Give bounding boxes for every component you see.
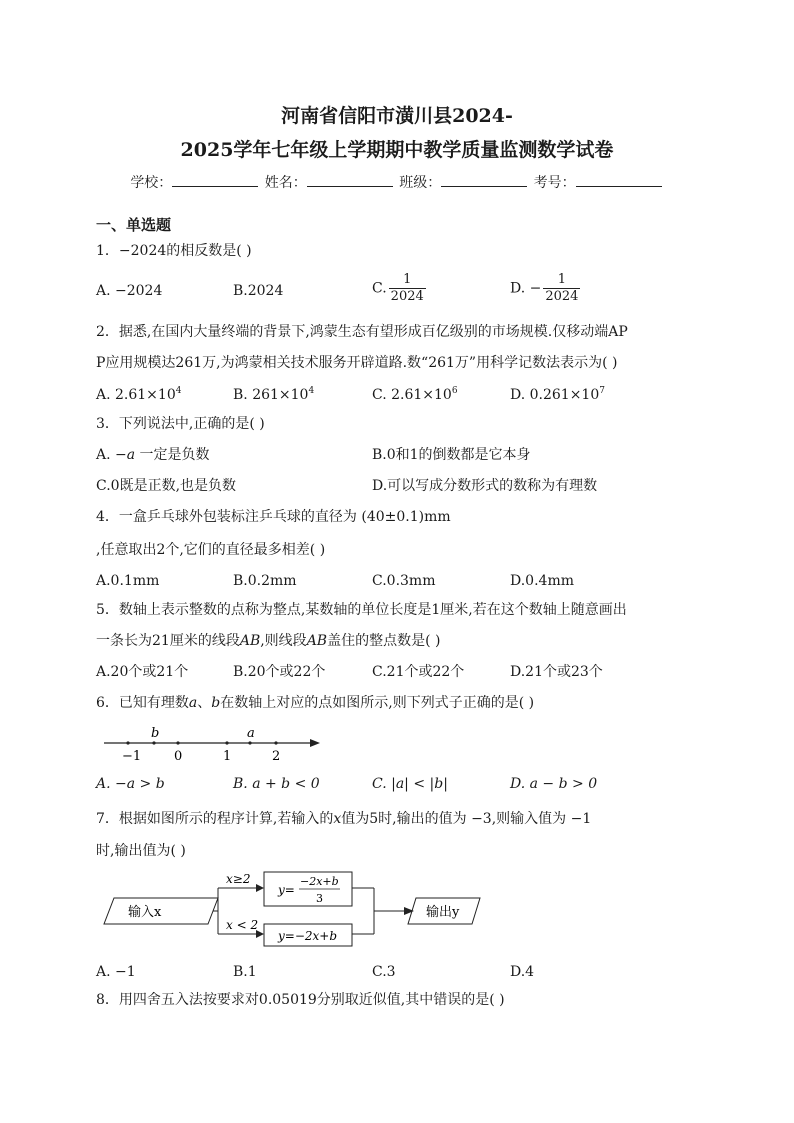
q3-option-c[interactable]: C.0既是正数,也是负数 (96, 478, 237, 494)
student-info-row (0, 172, 794, 192)
tick-0 (176, 741, 179, 744)
q7-option-b[interactable]: B.1 (233, 964, 257, 980)
q7-option-c[interactable]: C.3 (372, 964, 396, 980)
q7-flowchart (100, 868, 490, 958)
q5-option-a[interactable]: A.20个或21个 (96, 664, 189, 680)
class-field[interactable]: 班级： (399, 172, 529, 192)
formula-bottom: y=−2x+b (278, 929, 338, 943)
q6-number-line (98, 722, 328, 764)
q4-option-b[interactable]: B.0.2mm (233, 573, 297, 589)
arrow-top-icon (256, 884, 264, 892)
q6-option-a[interactable]: A. −a > b (96, 776, 165, 792)
point-b-dot (152, 741, 155, 744)
q3-option-b[interactable]: B.0和1的倒数都是它本身 (372, 447, 531, 463)
exam-title-line1: 河南省信阳市潢川县2024- (281, 105, 513, 127)
name-field[interactable]: 姓名： (265, 172, 395, 192)
q6-stem: 6．已知有理数a、b在数轴上对应的点如图所示,则下列式子正确的是( ) (96, 695, 535, 711)
tick-label-1: 1 (223, 749, 232, 764)
tick-1 (225, 741, 228, 744)
q4-line1: 4．一盒乒乓球外包装标注乒乓球的直径为 (40±0.1)mm (96, 509, 451, 525)
q5-line2: 一条长为21厘米的线段AB,则线段AB盖住的整点数是( ) (96, 633, 441, 649)
q5-option-d[interactable]: D.21个或23个 (510, 664, 603, 680)
q6-option-b[interactable]: B. a + b < 0 (233, 776, 320, 792)
q1-d-fraction: $\frac{1}{2024}$ (545, 272, 579, 304)
tick-label-2: 2 (272, 749, 281, 764)
q1-option-b[interactable]: B.2024 (233, 283, 284, 299)
formula-top-lhs: y= (278, 883, 295, 897)
q4-option-c[interactable]: C.0.3mm (372, 573, 436, 589)
point-b-label: b (151, 726, 160, 741)
point-a-label: a (247, 726, 255, 741)
q7-line2: 时,输出值为( ) (96, 843, 186, 859)
q2-line1: 2．据悉,在国内大量终端的背景下,鸿蒙生态有望形成百亿级别的市场规模.仅移动端AP (96, 324, 628, 340)
q7-option-d[interactable]: D.4 (510, 964, 535, 980)
tick-label-0: 0 (174, 749, 183, 764)
condition-bottom: x < 2 (226, 918, 259, 932)
q1-stem: 1．−2024的相反数是( ) (96, 243, 252, 259)
q1-option-a[interactable]: A. −2024 (96, 283, 163, 299)
class-blank[interactable] (441, 172, 527, 187)
exam-number-blank[interactable] (576, 172, 662, 187)
condition-top: x≥2 (226, 872, 251, 886)
school-blank[interactable] (172, 172, 258, 187)
tick-minus1 (126, 741, 129, 744)
q2-option-d[interactable]: D. $0.261\times 10^7$ (510, 386, 605, 403)
q8-stem: 8．用四舍五入法按要求对0.05019分别取近似值,其中错误的是( ) (96, 992, 505, 1008)
formula-top-den: 3 (316, 892, 323, 905)
q1-option-d[interactable]: D. − $\frac{1}{2024}$ (510, 272, 579, 304)
tick-2 (274, 741, 277, 744)
output-label: 输出y (426, 905, 460, 920)
q2-line2: P应用规模达261万,为鸿蒙相关技术服务开辟道路.数“261万”用科学记数法表示为( ) (96, 355, 618, 371)
q3-option-a[interactable]: A. −a 一定是负数 (96, 447, 210, 463)
school-field[interactable]: 学校： (130, 172, 260, 192)
q5-line1: 5．数轴上表示整数的点称为整点,某数轴的单位长度是1厘米,若在这个数轴上随意画出 (96, 602, 627, 618)
q2-option-b[interactable]: B. $261\times 10^4$ (233, 386, 315, 403)
tick-label-minus1: −1 (122, 749, 142, 764)
exam-title-line2: 2025学年七年级上学期期中教学质量监测数学试卷 (180, 139, 614, 161)
q7-line1: 7．根据如图所示的程序计算,若输入的x值为5时,输出的值为 −3,则输入值为 −1 (96, 811, 592, 827)
section-heading: 一、单选题 (96, 216, 172, 234)
q3-option-d[interactable]: D.可以写成分数形式的数称为有理数 (372, 478, 598, 494)
input-label: 输入x (128, 905, 162, 920)
q4-line2: ,任意取出2个,它们的直径最多相差( ) (96, 542, 326, 558)
axis-arrow-icon (310, 739, 320, 747)
q1-c-fraction: $\frac{1}{2024}$ (390, 272, 424, 304)
q2-option-a[interactable]: A. $2.61\times 10^4$ (96, 386, 182, 403)
q6-option-c[interactable]: C. |a| < |b| (372, 776, 448, 792)
formula-top-num: −2x+b (300, 875, 339, 888)
q6-option-d[interactable]: D. a − b > 0 (510, 776, 598, 792)
exam-number-field[interactable]: 考号： (534, 172, 664, 192)
q3-stem: 3．下列说法中,正确的是( ) (96, 416, 265, 432)
q1-option-c[interactable]: C. $\frac{1}{2024}$ (372, 272, 424, 304)
q4-option-d[interactable]: D.0.4mm (510, 573, 574, 589)
q2-option-c[interactable]: C. $2.61\times 10^6$ (372, 386, 458, 403)
name-blank[interactable] (307, 172, 393, 187)
point-a-dot (248, 741, 251, 744)
q7-option-a[interactable]: A. −1 (96, 964, 136, 980)
q4-option-a[interactable]: A.0.1mm (96, 573, 160, 589)
q5-option-b[interactable]: B.20个或22个 (233, 664, 326, 680)
q5-option-c[interactable]: C.21个或22个 (372, 664, 465, 680)
